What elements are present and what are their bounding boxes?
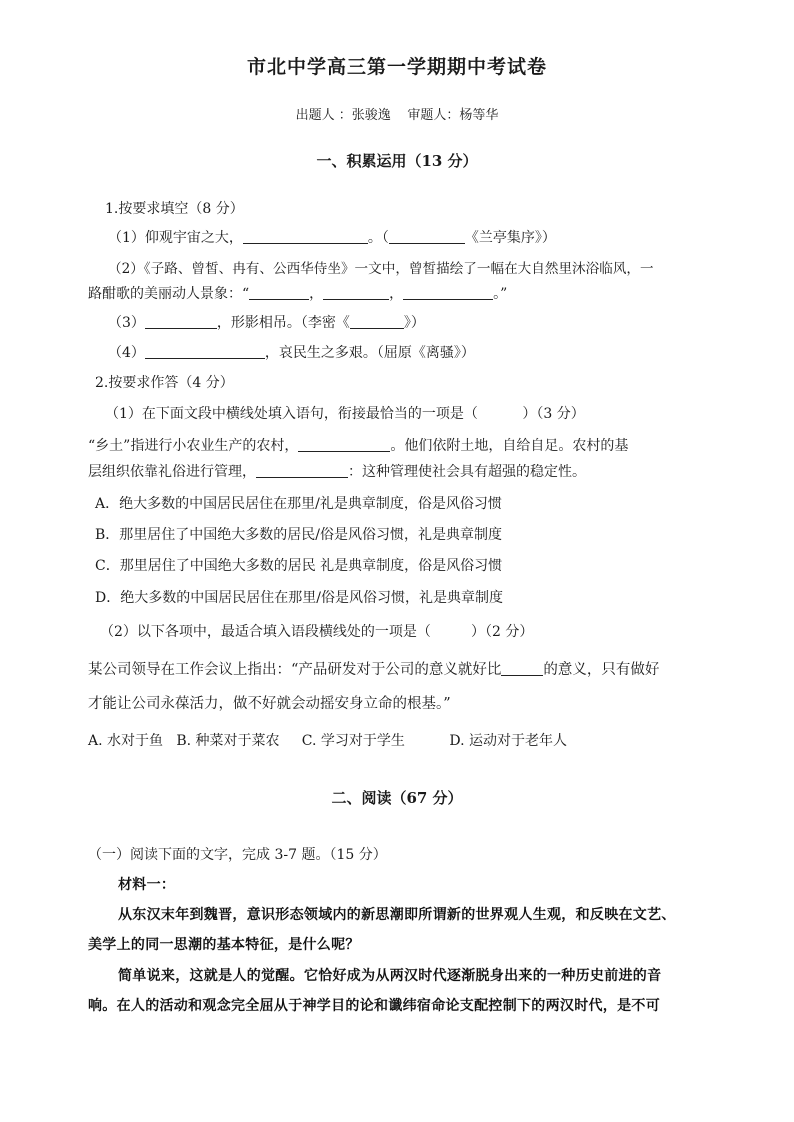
answer-blank[interactable] — [389, 229, 465, 244]
passage-line: 简单说来，这就是人的觉醒。它恰好成为从两汉时代逐渐脱身出来的一种历史前进的音 — [118, 968, 662, 984]
q1-item1-text-c: 《兰亭集序》） — [464, 230, 556, 246]
answer-blank[interactable] — [145, 314, 217, 329]
passage-line: 从东汉末年到魏晋，意识形态领域内的新思潮即所谓新的世界观人生观，和反映在文艺、 — [118, 907, 676, 923]
q2-quote-line1 — [88, 660, 659, 680]
q2-passage-line1 — [88, 436, 628, 456]
q2-choices[interactable]: A. 水对于鱼 B. 种菜对于菜农 C. 学习对于学生 D. 运动对于老年人 — [88, 733, 568, 749]
q1-item-2-line2 — [88, 284, 507, 304]
answer-blank[interactable] — [298, 437, 390, 452]
option-b[interactable]: B．那里居住了中国绝大多数的居民/俗是风俗习惯，礼是典章制度 — [95, 527, 503, 543]
option-c[interactable]: C．那里居住了中国绝大多数的居民 礼是典章制度，俗是风俗习惯 — [95, 558, 503, 574]
q2-quote-line2: 才能让公司永葆活力，做不好就会动摇安身立命的根基。” — [88, 696, 451, 712]
q2-passage-text-d: ：这种管理使社会具有超强的稳定性。 — [348, 464, 586, 480]
passage-line: 美学上的同一思潮的基本特征，是什么呢？ — [88, 937, 360, 953]
answer-blank[interactable] — [145, 344, 265, 359]
q1-item1-text-a: （1）仰观宇宙之大， — [108, 230, 243, 246]
q1-item3-text-c: 》） — [403, 315, 425, 331]
q1-item-4 — [108, 343, 475, 363]
q1-item1-text-b: 。（ — [367, 230, 389, 246]
reading-part-1: （一）阅读下面的文字，完成 3-7 题。（15 分） — [88, 847, 387, 863]
passage-line: 响。在人的活动和观念完全屈从于神学目的论和谶纬宿命论支配控制下的两汉时代，是不可 — [88, 998, 660, 1014]
question-1-heading: 1.按要求填空（8 分） — [105, 201, 244, 217]
q2-sub-2: （2）以下各项中，最适合填入语段横线处的一项是（ ）（2 分） — [100, 624, 534, 640]
section-heading-1: 一、积累运用（13 分） — [316, 152, 478, 170]
answer-blank[interactable] — [249, 285, 309, 300]
q1-item4-text-a: （4） — [108, 345, 145, 361]
q2-passage-text-a: “乡土”指进行小农业生产的农村， — [88, 438, 299, 454]
q2-sub-1: （1）在下面文段中横线处填入语句，衔接最恰当的一项是（ ）（3 分） — [105, 406, 585, 422]
q1-item3-text-a: （3） — [108, 315, 145, 331]
answer-blank[interactable] — [243, 229, 368, 244]
q2-passage-text-c: 层组织依靠礼俗进行管理， — [88, 464, 256, 480]
q1-item2-text-a: 路酣歌的美丽动人景象：“ — [88, 286, 250, 302]
author-line: 出题人 ：张骏逸 审题人：杨等华 — [295, 108, 499, 123]
q1-item-1 — [108, 228, 556, 248]
q2-quote-text-a: 某公司领导在工作会议上指出：“产品研发对于公司的意义就好比 — [88, 662, 502, 678]
q1-item4-text-b: ，哀民生之多艰。（屈原《离骚》） — [264, 345, 475, 361]
answer-blank[interactable] — [256, 463, 348, 478]
option-a[interactable]: A．绝大多数的中国居民居住在那里/礼是典章制度，俗是风俗习惯 — [95, 496, 502, 512]
answer-blank[interactable] — [350, 314, 404, 329]
answer-blank[interactable] — [403, 285, 493, 300]
q1-item-3 — [108, 313, 425, 333]
question-2-heading: 2.按要求作答（4 分） — [95, 375, 234, 391]
answer-blank[interactable] — [501, 661, 543, 676]
q2-passage-line2 — [88, 462, 586, 482]
q1-item-2-line1: （2）《子路、曾皙、冉有、公西华侍坐》一文中，曾皙描绘了一幅在大自然里沐浴临风，一 — [108, 261, 654, 277]
material-label: 材料一： — [118, 877, 176, 893]
section-heading-2: 二、阅读（67 分） — [331, 789, 463, 807]
q1-item3-text-b: ，形影相吊。（李密《 — [216, 315, 350, 331]
q2-passage-text-b: 。他们依附土地，自给自足。农村的基 — [390, 438, 629, 454]
answer-blank[interactable] — [323, 285, 389, 300]
option-d[interactable]: D．绝大多数的中国居民居住在那里/俗是风俗习惯，礼是典章制度 — [95, 590, 503, 606]
q1-item2-comma: ， — [309, 286, 324, 302]
q1-item2-end: 。” — [493, 286, 508, 302]
q2-quote-text-b: 的意义，只有做好 — [543, 662, 660, 678]
page-title: 市北中学高三第一学期期中考试卷 — [246, 56, 547, 78]
q1-item2-comma: ， — [389, 286, 404, 302]
